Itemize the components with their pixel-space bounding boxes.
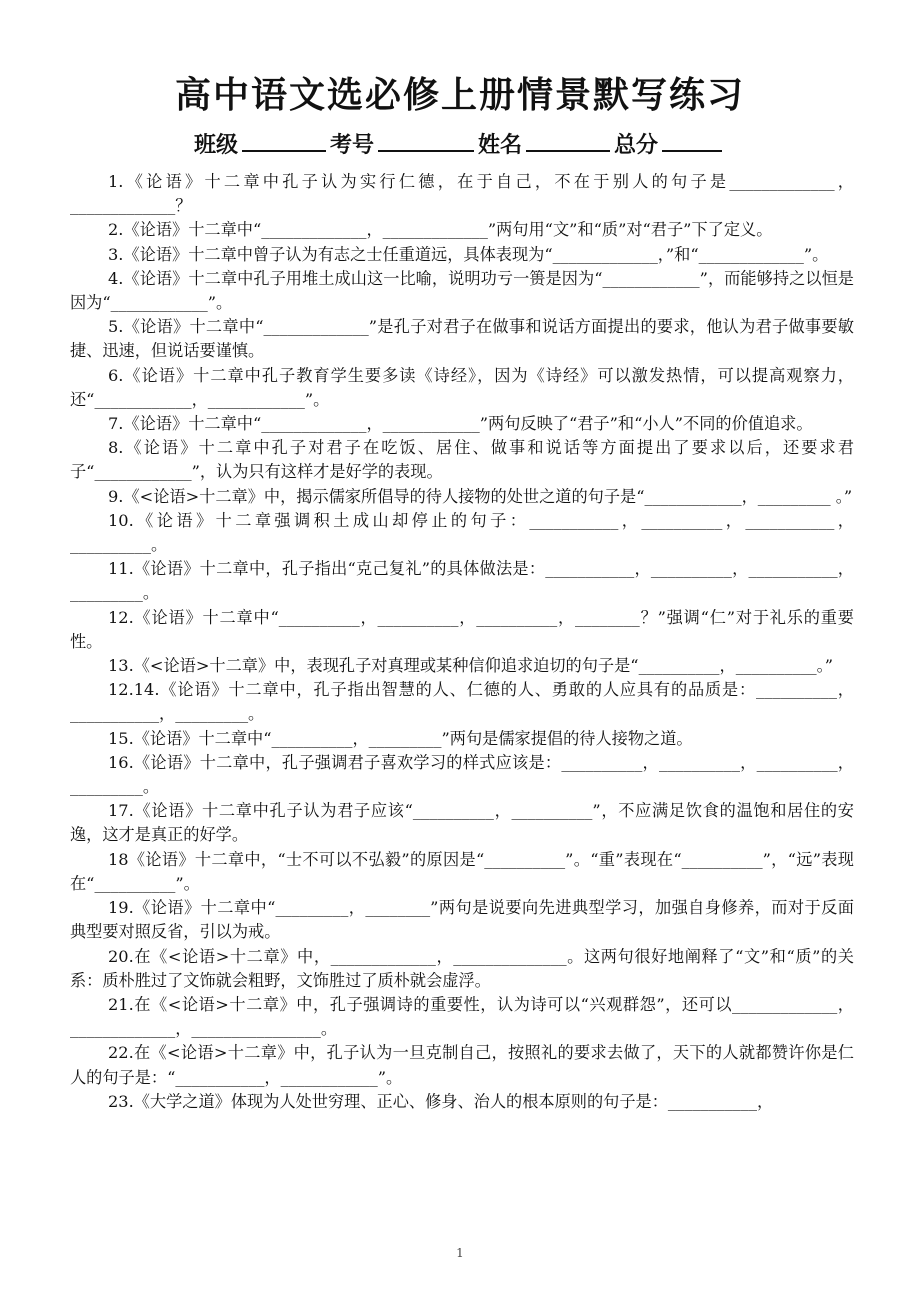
question-11: 11.《论语》十二章中，孔子指出“克己复礼”的具体做法是：___________，__________，___________，_________。 xyxy=(70,559,854,603)
question-3: 3.《论语》十二章中曾子认为有志之士任重道远，具体表现为“_____________，”和“_____________”。 xyxy=(108,244,829,264)
question-13: 13.《<论语>十二章》中，表现孔子对真理或某种信仰追求迫切的句子是“__________，__________。” xyxy=(108,656,834,676)
question-17: 17.《论语》十二章中孔子认为君子应该“__________，__________”，不应满足饮食的温饱和居住的安逸，这才是真正的好学。 xyxy=(70,801,854,845)
question-21: 21.在《<论语>十二章》中，孔子强调诗的重要性，认为诗可以“兴观群怨”，还可以_____________，_____________，________________。 xyxy=(70,994,854,1039)
exam-number-label: 考号 xyxy=(329,133,374,158)
name-blank[interactable] xyxy=(526,128,610,152)
page-title: 高中语文选必修上册情景默写练习 xyxy=(174,75,745,116)
question-16: 16.《论语》十二章中，孔子强调君子喜欢学习的样式应该是：__________，__________，__________，_________。 xyxy=(70,752,854,797)
question-1: 1.《论语》十二章中孔子认为实行仁德，在于自己，不在于别人的句子是_____________，_____________？ xyxy=(70,172,854,216)
question-22: 22.在《<论语>十二章》中，孔子认为一旦克制自己，按照礼的要求去做了，天下的人就都赞许你是仁人的句子是：“___________，____________”。 xyxy=(70,1043,854,1087)
question-15: 15.《论语》十二章中“__________，_________”两句是儒家提倡的待人接物之道。 xyxy=(108,728,693,748)
student-info-line xyxy=(0,128,920,162)
page-number: 1 xyxy=(456,1246,464,1260)
question-23: 23.《大学之道》体现为人处世穷理、正心、修身、治人的根本原则的句子是：___________， xyxy=(108,1091,774,1111)
question-list xyxy=(70,170,854,1114)
question-4: 4.《论语》十二章中孔子用堆土成山这一比喻，说明功亏一篑是因为“____________”，而能够持之以恒是因为“____________”。 xyxy=(70,268,854,313)
question-20: 20.在《<论语>十二章》中，_____________，______________。这两句很好地阐释了“文”和“质”的关系：质朴胜过了文饰就会粗野，文饰胜过了质朴就会虚浮。 xyxy=(70,946,854,990)
class-blank[interactable] xyxy=(242,128,326,152)
score-blank[interactable] xyxy=(662,128,722,152)
question-14: 12.14.《论语》十二章中，孔子指出智慧的人、仁德的人、勇敢的人应具有的品质是：__________，___________，_________。 xyxy=(70,680,854,724)
question-6: 6.《论语》十二章中孔子教育学生要多读《诗经》，因为《诗经》可以激发热情，可以提高观察力，还“____________，____________”。 xyxy=(70,365,854,409)
question-5: 5.《论语》十二章中“_____________”是孔子对君子在做事和说话方面提出的要求，他认为君子做事要敏捷、迅速，但说话要谨慎。 xyxy=(70,317,854,361)
name-label: 姓名 xyxy=(478,133,523,158)
question-18: 18《论语》十二章中，“士不可以不弘毅”的原因是“__________”。“重”表现在“__________”，“远”表现在“__________”。 xyxy=(70,849,854,893)
question-12: 12.《论语》十二章中“__________，__________，__________，________？”强调“仁”对于礼乐的重要性。 xyxy=(70,607,854,651)
question-8: 8.《论语》十二章中孔子对君子在吃饭、居住、做事和说话等方面提出了要求以后，还要求君子“____________”，认为只有这样才是好学的表现。 xyxy=(70,438,854,482)
question-7: 7.《论语》十二章中“_____________，____________”两句反映了“君子”和“小人”不同的价值追求。 xyxy=(108,414,813,434)
question-10: 10.《论语》十二章强调积土成山却停止的句子：___________，__________，___________，__________。 xyxy=(70,510,854,555)
question-19: 19.《论语》十二章中“_________，________”两句是说要向先进典型学习，加强自身修养，而对于反面典型要对照反省，引以为戒。 xyxy=(70,898,854,942)
class-label: 班级 xyxy=(193,133,238,158)
score-label: 总分 xyxy=(614,133,659,158)
exam-number-blank[interactable] xyxy=(378,128,474,152)
question-2: 2.《论语》十二章中“_____________，_____________”两句用“文”和“质”对“君子”下了定义。 xyxy=(108,220,773,240)
question-9: 9.《<论语>十二章》中，揭示儒家所倡导的待人接物的处世之道的句子是“____________，_________ 。” xyxy=(108,486,853,506)
